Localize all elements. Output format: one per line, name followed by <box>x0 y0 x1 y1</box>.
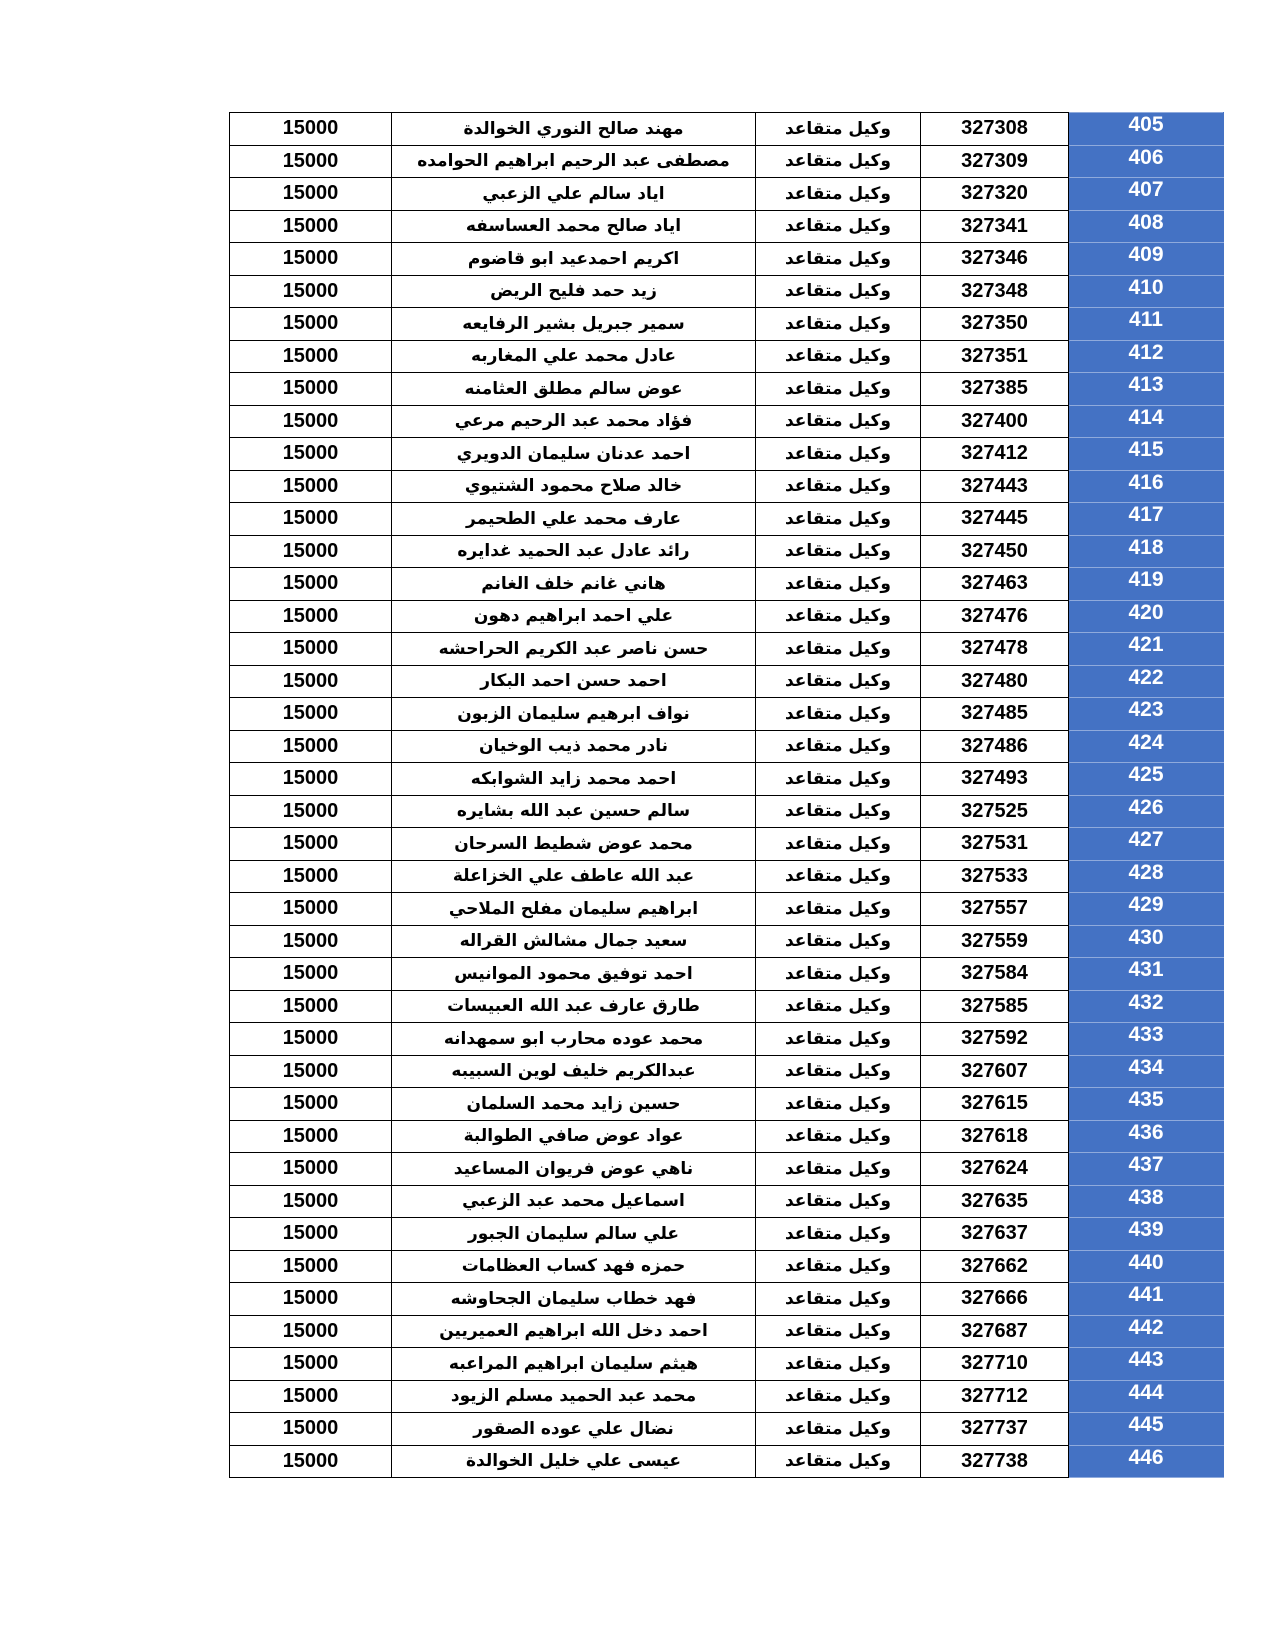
rank-cell: وكيل متقاعد <box>756 763 921 796</box>
rank-cell: وكيل متقاعد <box>756 698 921 731</box>
military-number-cell: 327443 <box>921 470 1069 503</box>
table-row <box>230 925 1224 958</box>
table-body <box>230 113 1224 1478</box>
name-cell: سعيد جمال مشالش القراله <box>392 925 756 958</box>
table-row <box>230 1023 1224 1056</box>
military-number-cell: 327559 <box>921 925 1069 958</box>
name-cell: هاني غانم خلف الغانم <box>392 568 756 601</box>
name-cell: محمد عوده محارب ابو سمهدانه <box>392 1023 756 1056</box>
sequence-cell: 426 <box>1069 795 1224 828</box>
sequence-cell: 436 <box>1069 1120 1224 1153</box>
name-cell: احمد حسن احمد البكار <box>392 665 756 698</box>
rank-cell: وكيل متقاعد <box>756 1315 921 1348</box>
sequence-cell: 434 <box>1069 1055 1224 1088</box>
amount-cell: 15000 <box>230 568 392 601</box>
rank-cell: وكيل متقاعد <box>756 113 921 146</box>
rank-cell: وكيل متقاعد <box>756 503 921 536</box>
table-row <box>230 210 1224 243</box>
military-number-cell: 327341 <box>921 210 1069 243</box>
table-row <box>230 958 1224 991</box>
sequence-cell: 409 <box>1069 243 1224 276</box>
amount-cell: 15000 <box>230 1153 392 1186</box>
table-row <box>230 1218 1224 1251</box>
sequence-cell: 432 <box>1069 990 1224 1023</box>
amount-cell: 15000 <box>230 340 392 373</box>
table-row <box>230 730 1224 763</box>
amount-cell: 15000 <box>230 243 392 276</box>
table-row <box>230 535 1224 568</box>
name-cell: ناهي عوض فريوان المساعيد <box>392 1153 756 1186</box>
sequence-cell: 416 <box>1069 470 1224 503</box>
sequence-cell: 430 <box>1069 925 1224 958</box>
name-cell: علي سالم سليمان الجبور <box>392 1218 756 1251</box>
military-number-cell: 327486 <box>921 730 1069 763</box>
amount-cell: 15000 <box>230 730 392 763</box>
name-cell: فؤاد محمد عبد الرحيم مرعي <box>392 405 756 438</box>
rank-cell: وكيل متقاعد <box>756 860 921 893</box>
sequence-cell: 405 <box>1069 113 1224 146</box>
military-number-cell: 327687 <box>921 1315 1069 1348</box>
sequence-cell: 438 <box>1069 1185 1224 1218</box>
rank-cell: وكيل متقاعد <box>756 405 921 438</box>
table-row <box>230 1088 1224 1121</box>
military-number-cell: 327346 <box>921 243 1069 276</box>
amount-cell: 15000 <box>230 308 392 341</box>
table-row <box>230 990 1224 1023</box>
military-number-cell: 327309 <box>921 145 1069 178</box>
military-number-cell: 327737 <box>921 1413 1069 1446</box>
sequence-cell: 425 <box>1069 763 1224 796</box>
table-row <box>230 1185 1224 1218</box>
name-cell: محمد عبد الحميد مسلم الزيود <box>392 1380 756 1413</box>
amount-cell: 15000 <box>230 503 392 536</box>
name-cell: حمزه فهد كساب العظامات <box>392 1250 756 1283</box>
rank-cell: وكيل متقاعد <box>756 275 921 308</box>
table-row <box>230 308 1224 341</box>
sequence-cell: 410 <box>1069 275 1224 308</box>
name-cell: نادر محمد ذيب الوخيان <box>392 730 756 763</box>
rank-cell: وكيل متقاعد <box>756 828 921 861</box>
rank-cell: وكيل متقاعد <box>756 145 921 178</box>
military-number-cell: 327478 <box>921 633 1069 666</box>
military-number-cell: 327738 <box>921 1445 1069 1478</box>
name-cell: علي احمد ابراهيم دهون <box>392 600 756 633</box>
rank-cell: وكيل متقاعد <box>756 1348 921 1381</box>
sequence-cell: 423 <box>1069 698 1224 731</box>
sequence-cell: 418 <box>1069 535 1224 568</box>
amount-cell: 15000 <box>230 795 392 828</box>
sequence-cell: 412 <box>1069 340 1224 373</box>
amount-cell: 15000 <box>230 893 392 926</box>
military-number-cell: 327476 <box>921 600 1069 633</box>
military-number-cell: 327637 <box>921 1218 1069 1251</box>
rank-cell: وكيل متقاعد <box>756 438 921 471</box>
table-row <box>230 275 1224 308</box>
name-cell: عوض سالم مطلق العثامنه <box>392 373 756 406</box>
name-cell: حسن ناصر عبد الكريم الحراحشه <box>392 633 756 666</box>
table-row <box>230 503 1224 536</box>
rank-cell: وكيل متقاعد <box>756 373 921 406</box>
amount-cell: 15000 <box>230 1315 392 1348</box>
military-number-cell: 327710 <box>921 1348 1069 1381</box>
sequence-cell: 442 <box>1069 1315 1224 1348</box>
rank-cell: وكيل متقاعد <box>756 210 921 243</box>
military-number-cell: 327480 <box>921 665 1069 698</box>
rank-cell: وكيل متقاعد <box>756 535 921 568</box>
sequence-cell: 414 <box>1069 405 1224 438</box>
table-row <box>230 665 1224 698</box>
amount-cell: 15000 <box>230 763 392 796</box>
amount-cell: 15000 <box>230 990 392 1023</box>
amount-cell: 15000 <box>230 600 392 633</box>
name-cell: نواف ابرهيم سليمان الزبون <box>392 698 756 731</box>
amount-cell: 15000 <box>230 665 392 698</box>
table-row <box>230 698 1224 731</box>
military-number-cell: 327531 <box>921 828 1069 861</box>
sequence-cell: 446 <box>1069 1445 1224 1478</box>
sequence-cell: 411 <box>1069 308 1224 341</box>
name-cell: اياد سالم علي الزعبي <box>392 178 756 211</box>
amount-cell: 15000 <box>230 1088 392 1121</box>
amount-cell: 15000 <box>230 860 392 893</box>
military-number-cell: 327350 <box>921 308 1069 341</box>
name-cell: عبد الله عاطف علي الخزاعلة <box>392 860 756 893</box>
name-cell: زيد حمد فليح الريض <box>392 275 756 308</box>
military-number-cell: 327308 <box>921 113 1069 146</box>
military-number-cell: 327557 <box>921 893 1069 926</box>
amount-cell: 15000 <box>230 1055 392 1088</box>
rank-cell: وكيل متقاعد <box>756 730 921 763</box>
rank-cell: وكيل متقاعد <box>756 1380 921 1413</box>
table-row <box>230 243 1224 276</box>
name-cell: مصطفى عبد الرحيم ابراهيم الحوامده <box>392 145 756 178</box>
military-number-cell: 327533 <box>921 860 1069 893</box>
sequence-cell: 441 <box>1069 1283 1224 1316</box>
amount-cell: 15000 <box>230 535 392 568</box>
name-cell: عبدالكريم خليف لوين السبيبه <box>392 1055 756 1088</box>
name-cell: سالم حسين عبد الله بشايره <box>392 795 756 828</box>
rank-cell: وكيل متقاعد <box>756 1218 921 1251</box>
amount-cell: 15000 <box>230 1185 392 1218</box>
name-cell: سمير جبريل بشير الرفايعه <box>392 308 756 341</box>
amount-cell: 15000 <box>230 1023 392 1056</box>
amount-cell: 15000 <box>230 145 392 178</box>
table-row <box>230 633 1224 666</box>
retirees-table <box>229 112 1224 1478</box>
name-cell: رائد عادل عبد الحميد غدايره <box>392 535 756 568</box>
military-number-cell: 327385 <box>921 373 1069 406</box>
sequence-cell: 443 <box>1069 1348 1224 1381</box>
table-row <box>230 1380 1224 1413</box>
table-row <box>230 145 1224 178</box>
sequence-cell: 437 <box>1069 1153 1224 1186</box>
name-cell: خالد صلاح محمود الشتيوي <box>392 470 756 503</box>
sequence-cell: 433 <box>1069 1023 1224 1056</box>
rank-cell: وكيل متقاعد <box>756 958 921 991</box>
rank-cell: وكيل متقاعد <box>756 1055 921 1088</box>
table-row <box>230 600 1224 633</box>
table-row <box>230 1348 1224 1381</box>
sequence-cell: 427 <box>1069 828 1224 861</box>
name-cell: عيسى علي خليل الخوالدة <box>392 1445 756 1478</box>
table-row <box>230 178 1224 211</box>
sequence-cell: 444 <box>1069 1380 1224 1413</box>
table-row <box>230 1413 1224 1446</box>
military-number-cell: 327320 <box>921 178 1069 211</box>
amount-cell: 15000 <box>230 113 392 146</box>
table-row <box>230 568 1224 601</box>
sequence-cell: 440 <box>1069 1250 1224 1283</box>
amount-cell: 15000 <box>230 1445 392 1478</box>
sequence-cell: 413 <box>1069 373 1224 406</box>
amount-cell: 15000 <box>230 178 392 211</box>
military-number-cell: 327525 <box>921 795 1069 828</box>
sequence-cell: 406 <box>1069 145 1224 178</box>
amount-cell: 15000 <box>230 438 392 471</box>
military-number-cell: 327348 <box>921 275 1069 308</box>
sequence-cell: 421 <box>1069 633 1224 666</box>
table-row <box>230 1315 1224 1348</box>
amount-cell: 15000 <box>230 633 392 666</box>
rank-cell: وكيل متقاعد <box>756 893 921 926</box>
name-cell: حسين زايد محمد السلمان <box>392 1088 756 1121</box>
table-row <box>230 1445 1224 1478</box>
amount-cell: 15000 <box>230 1380 392 1413</box>
name-cell: ابراهيم سليمان مفلح الملاحي <box>392 893 756 926</box>
amount-cell: 15000 <box>230 1283 392 1316</box>
amount-cell: 15000 <box>230 925 392 958</box>
rank-cell: وكيل متقاعد <box>756 925 921 958</box>
sequence-cell: 445 <box>1069 1413 1224 1446</box>
amount-cell: 15000 <box>230 698 392 731</box>
name-cell: هيثم سليمان ابراهيم المراعبه <box>392 1348 756 1381</box>
table-row <box>230 795 1224 828</box>
table-row <box>230 828 1224 861</box>
amount-cell: 15000 <box>230 1348 392 1381</box>
rank-cell: وكيل متقاعد <box>756 665 921 698</box>
name-cell: احمد محمد زايد الشوابكه <box>392 763 756 796</box>
sequence-cell: 439 <box>1069 1218 1224 1251</box>
sequence-cell: 428 <box>1069 860 1224 893</box>
name-cell: نضال علي عوده الصقور <box>392 1413 756 1446</box>
amount-cell: 15000 <box>230 210 392 243</box>
rank-cell: وكيل متقاعد <box>756 1283 921 1316</box>
table-row <box>230 340 1224 373</box>
military-number-cell: 327400 <box>921 405 1069 438</box>
sequence-cell: 424 <box>1069 730 1224 763</box>
rank-cell: وكيل متقاعد <box>756 795 921 828</box>
table-row <box>230 113 1224 146</box>
table-row <box>230 1283 1224 1316</box>
military-number-cell: 327584 <box>921 958 1069 991</box>
table-row <box>230 1153 1224 1186</box>
table-row <box>230 763 1224 796</box>
amount-cell: 15000 <box>230 958 392 991</box>
rank-cell: وكيل متقاعد <box>756 1413 921 1446</box>
rank-cell: وكيل متقاعد <box>756 1120 921 1153</box>
table-row <box>230 1055 1224 1088</box>
military-number-cell: 327445 <box>921 503 1069 536</box>
military-number-cell: 327666 <box>921 1283 1069 1316</box>
table-row <box>230 893 1224 926</box>
name-cell: اياد صالح محمد العساسفه <box>392 210 756 243</box>
rank-cell: وكيل متقاعد <box>756 1445 921 1478</box>
table-row <box>230 860 1224 893</box>
military-number-cell: 327635 <box>921 1185 1069 1218</box>
rank-cell: وكيل متقاعد <box>756 1250 921 1283</box>
name-cell: اكريم احمدعيد ابو قاضوم <box>392 243 756 276</box>
rank-cell: وكيل متقاعد <box>756 178 921 211</box>
amount-cell: 15000 <box>230 1250 392 1283</box>
name-cell: اسماعيل محمد عبد الزعبي <box>392 1185 756 1218</box>
rank-cell: وكيل متقاعد <box>756 340 921 373</box>
rank-cell: وكيل متقاعد <box>756 1023 921 1056</box>
rank-cell: وكيل متقاعد <box>756 470 921 503</box>
rank-cell: وكيل متقاعد <box>756 633 921 666</box>
name-cell: فهد خطاب سليمان الجحاوشه <box>392 1283 756 1316</box>
military-number-cell: 327351 <box>921 340 1069 373</box>
table-row <box>230 1250 1224 1283</box>
sequence-cell: 419 <box>1069 568 1224 601</box>
sequence-cell: 407 <box>1069 178 1224 211</box>
amount-cell: 15000 <box>230 1413 392 1446</box>
amount-cell: 15000 <box>230 828 392 861</box>
military-number-cell: 327618 <box>921 1120 1069 1153</box>
rank-cell: وكيل متقاعد <box>756 990 921 1023</box>
sequence-cell: 431 <box>1069 958 1224 991</box>
military-number-cell: 327592 <box>921 1023 1069 1056</box>
military-number-cell: 327607 <box>921 1055 1069 1088</box>
military-number-cell: 327615 <box>921 1088 1069 1121</box>
rank-cell: وكيل متقاعد <box>756 568 921 601</box>
sequence-cell: 422 <box>1069 665 1224 698</box>
sequence-cell: 408 <box>1069 210 1224 243</box>
amount-cell: 15000 <box>230 1120 392 1153</box>
military-number-cell: 327585 <box>921 990 1069 1023</box>
name-cell: احمد توفيق محمود الموانيس <box>392 958 756 991</box>
rank-cell: وكيل متقاعد <box>756 308 921 341</box>
name-cell: محمد عوض شطيط السرحان <box>392 828 756 861</box>
table-row <box>230 470 1224 503</box>
military-number-cell: 327712 <box>921 1380 1069 1413</box>
amount-cell: 15000 <box>230 275 392 308</box>
amount-cell: 15000 <box>230 373 392 406</box>
military-number-cell: 327624 <box>921 1153 1069 1186</box>
military-number-cell: 327485 <box>921 698 1069 731</box>
name-cell: احمد دخل الله ابراهيم العميريين <box>392 1315 756 1348</box>
table-row <box>230 405 1224 438</box>
rank-cell: وكيل متقاعد <box>756 1088 921 1121</box>
name-cell: عارف محمد علي الطحيمر <box>392 503 756 536</box>
name-cell: عواد عوض صافي الطوالبة <box>392 1120 756 1153</box>
sequence-cell: 417 <box>1069 503 1224 536</box>
name-cell: عادل محمد علي المغاربه <box>392 340 756 373</box>
sequence-cell: 429 <box>1069 893 1224 926</box>
sequence-cell: 415 <box>1069 438 1224 471</box>
rank-cell: وكيل متقاعد <box>756 1153 921 1186</box>
name-cell: احمد عدنان سليمان الدويري <box>392 438 756 471</box>
amount-cell: 15000 <box>230 470 392 503</box>
amount-cell: 15000 <box>230 1218 392 1251</box>
sequence-cell: 420 <box>1069 600 1224 633</box>
military-number-cell: 327493 <box>921 763 1069 796</box>
table-row <box>230 438 1224 471</box>
table-row <box>230 373 1224 406</box>
name-cell: طارق عارف عبد الله العبيسات <box>392 990 756 1023</box>
military-number-cell: 327412 <box>921 438 1069 471</box>
military-number-cell: 327662 <box>921 1250 1069 1283</box>
military-number-cell: 327463 <box>921 568 1069 601</box>
amount-cell: 15000 <box>230 405 392 438</box>
rank-cell: وكيل متقاعد <box>756 600 921 633</box>
sequence-cell: 435 <box>1069 1088 1224 1121</box>
table-row <box>230 1120 1224 1153</box>
military-number-cell: 327450 <box>921 535 1069 568</box>
rank-cell: وكيل متقاعد <box>756 243 921 276</box>
rank-cell: وكيل متقاعد <box>756 1185 921 1218</box>
name-cell: مهند صالح النوري الخوالدة <box>392 113 756 146</box>
